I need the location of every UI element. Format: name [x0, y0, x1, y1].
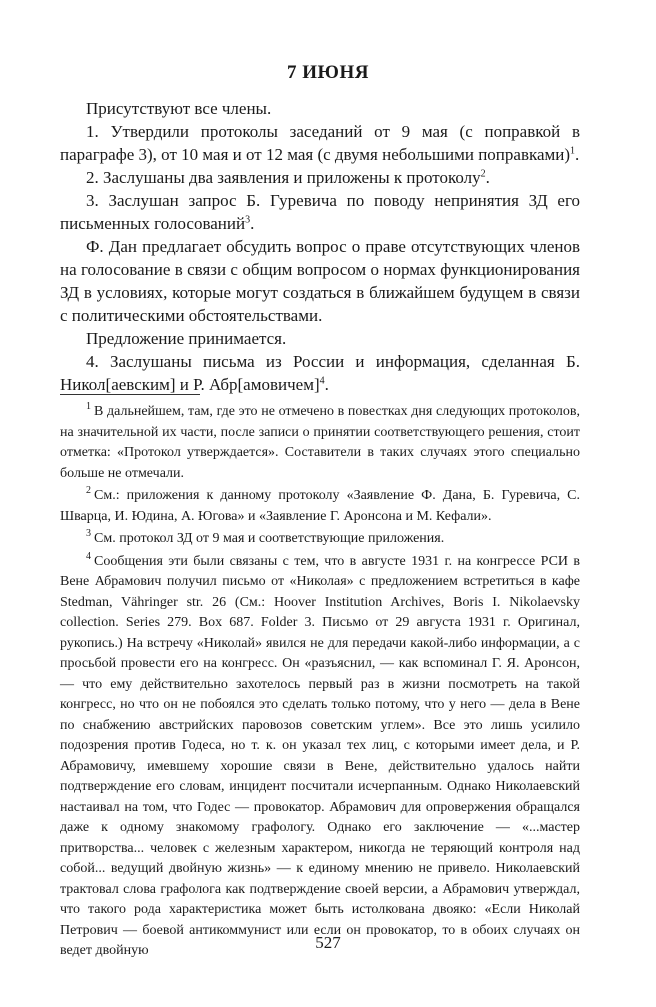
footnote: $^2$ См.: приложения к данному протоколу «Заявление Ф. Дана, Б. Гуревича, С. Шварца, И. Юдина, А. Югова» и «Заявление Г. Аронсона и М. Кефали».: [60, 485, 580, 524]
footnote-mark: 3: [86, 528, 91, 540]
page-heading: 7 ИЮНЯ: [287, 62, 369, 83]
footnote-mark: 2: [86, 485, 91, 497]
footnote-ref[interactable]: 3: [245, 214, 251, 226]
main-text: [60, 97, 580, 396]
footnote-mark: 1: [86, 401, 91, 413]
footnote-divider: [60, 394, 200, 395]
page-number: 527: [315, 933, 341, 952]
footnote-mark: 4: [86, 550, 91, 562]
paragraph: 1. Утвердили протоколы заседаний от 9 мая (с поправкой в параграфе 3), от 10 мая и от 12 мая (с двумя небольшими поправками)$^1$.: [60, 122, 580, 164]
footnote: $^1$ В дальнейшем, там, где это не отмечено в повестках дня следующих протоколов, на значительной их части, после записи о принятии соответствующего решения, стоит отметка: «Протокол утверждается». Составители в таких случаях этого специально больше не отмечали.: [60, 401, 580, 481]
footnote: $^3$ См. протокол ЗД от 9 мая и соответствующие приложения.: [86, 528, 445, 546]
paragraph: Ф. Дан предлагает обсудить вопрос о праве отсутствующих членов на голосование в связи с общим вопросом о нормах функционирования ЗД в условиях, которые могут создаться в ближайшем будущем в связи с политическими обстоятельствами.: [60, 237, 580, 325]
paragraph: Присутствуют все члены.: [86, 99, 272, 118]
footnote-ref[interactable]: 2: [480, 168, 486, 180]
paragraph: 3. Заслушан запрос Б. Гуревича по поводу непринятия ЗД его письменных голосований$^3$.: [60, 191, 580, 233]
footnote-ref[interactable]: 4: [319, 375, 325, 387]
paragraph: 2. Заслушаны два заявления и приложены к протоколу$^2$.: [86, 168, 490, 187]
footnote-ref[interactable]: 1: [570, 145, 576, 157]
paragraph: 4. Заслушаны письма из России и информация, сделанная Б. Никол[аевским] и Р. Абр[амовичем]$^4$.: [60, 352, 580, 394]
footnotes: [60, 402, 580, 964]
paragraph: Предложение принимается.: [86, 329, 287, 348]
footnote: $^4$ Сообщения эти были связаны с тем, что в августе 1931 г. на конгрессе РСИ в Вене Абрамович получил письмо от «Николая» с предложением встретиться в кафе Stedman, Vähringer str. 26 (См.: Hoover Institution Archives, Boris I. Nikolaevsky collection. Series 279. Box 687. Folder 3. Письмо от 29 августа 1931 г. Оригинал, рукопись.) На встречу «Николай» явился не для передачи какой-либо информации, а с просьбой провести его на конгресс. Он «разъяснил, — как вспоминал Г. Я. Аронсон, — что ему действительно захотелось первый раз в жизни посмотреть на такой конгресс, но что он не побоялся это сделать только потому, что у него — дела в Вене по снабжению австрийских паровозов советским углем». Все это лишь усилило подозрения против Годеса, но т. к. он указал тех лиц, с которыми имеет дела, и Р. Абрамовичу, имевшему хорошие связи в Вене, действительно удалось найти подтверждение его словам, инцидент посчитали исчерпанным. Однако Николаевский настаивал на том, что Годес — провокатор. Абрамович для опровержения обращался даже к одному знакомому графологу. Однако его заключение — «...мастер притворства... человек с железным характером, никогда не теряющий контроля над собой... ведущий двойную жизнь» — к единому мнению не привело. Николаевский трактовал слова графолога как подтверждение своей версии, а Абрамович утверждал, что такого рода характеристика может быть истолкована двояко: «Если Николай Петрович — боевой антикоммунист или если он провокатор, то в обоих случаях он ведет двойную: [60, 550, 580, 958]
